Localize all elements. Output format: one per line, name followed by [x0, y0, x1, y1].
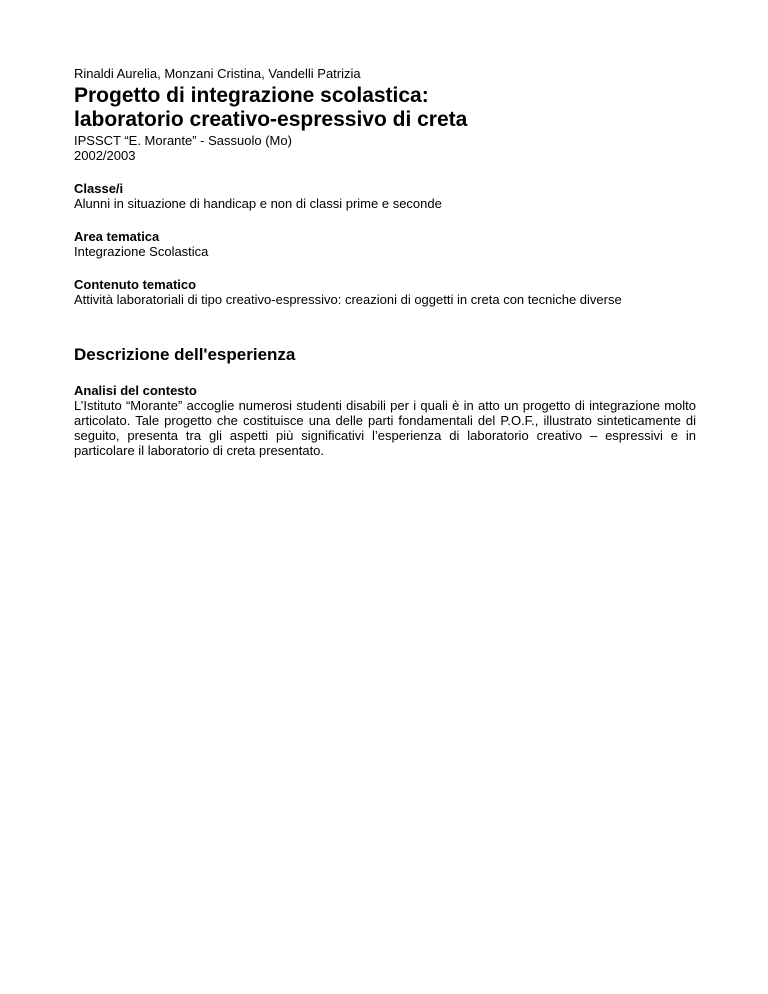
document-title [74, 84, 696, 132]
section-label: Classe/i [74, 181, 124, 196]
school-name: IPSSCT “E. Morante” - Sassuolo (Mo) [74, 133, 292, 148]
context-paragraph: L’Istituto “Morante” accoglie numerosi studenti disabili per i quali è in atto un progetto di integrazione molto articolato. Tale progetto che costituisce una delle parti fondamentali del P.O.F., illustrato sinteticamente di seguito, presenta tra gli aspetti più significativi l’esperienza di laboratorio creativo – espressivi e in particolare il laboratorio di creta presentato. [74, 398, 696, 458]
school-year: 2002/2003 [74, 148, 136, 163]
section-label: Analisi del contesto [74, 383, 197, 398]
section-text: Integrazione Scolastica [74, 244, 209, 259]
section-classe [74, 181, 696, 211]
section-label: Contenuto tematico [74, 277, 197, 292]
heading-descrizione: Descrizione dell'esperienza [74, 345, 296, 364]
section-area-tematica [74, 229, 696, 259]
section-analisi-contesto [74, 383, 696, 458]
section-text: Alunni in situazione di handicap e non di classi prime e seconde [74, 196, 442, 211]
section-label: Area tematica [74, 229, 160, 244]
title-line-2: laboratorio creativo-espressivo di creta [74, 108, 468, 131]
title-line-1: Progetto di integrazione scolastica: [74, 84, 429, 107]
section-text: Attività laboratoriali di tipo creativo-espressivo: creazioni di oggetti in creta con tecniche diverse [74, 292, 622, 307]
document-page [74, 66, 696, 458]
section-contenuto-tematico [74, 277, 696, 307]
authors: Rinaldi Aurelia, Monzani Cristina, Vandelli Patrizia [74, 66, 361, 81]
